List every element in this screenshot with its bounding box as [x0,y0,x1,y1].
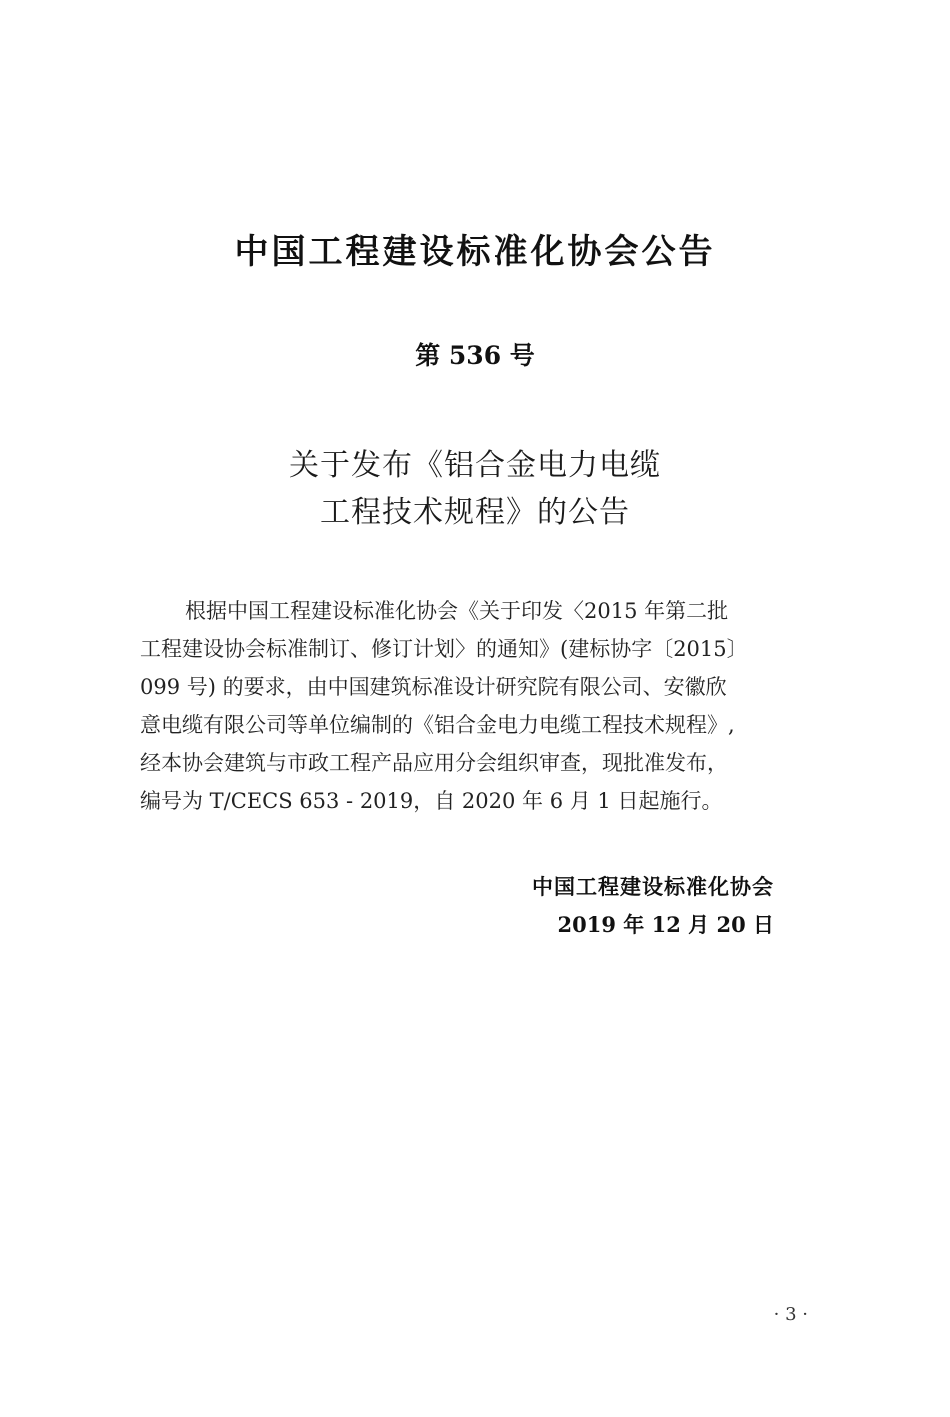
announcement-title: 中国工程建设标准化协会公告 [234,232,716,272]
signature-organization: 中国工程建设标准化协会 [532,875,774,899]
subject-line: 工程技术规程》的公告 [320,495,630,530]
signature-block [532,868,774,944]
body-line: 099 号) 的要求，由中国建筑标准设计研究院有限公司、安徽欣 [140,675,727,699]
body-line: 工程建设协会标准制订、修订计划〉的通知》(建标协字〔2015〕 [140,637,748,661]
announcement-number: 第 536 号 [415,341,535,370]
subject-line: 关于发布《铝合金电力电缆 [289,448,661,483]
body-line: 经本协会建筑与市政工程产品应用分会组织审查，现批准发布， [140,751,728,775]
signature-date: 2019 年 12 月 20 日 [557,912,774,937]
body-line: 根据中国工程建设标准化协会《关于印发〈2015 年第二批 [185,599,729,623]
announcement-subject [0,442,950,536]
page-number: · 3 · [773,1304,808,1325]
body-line: 意电缆有限公司等单位编制的《铝合金电力电缆工程技术规程》, [140,713,735,737]
body-line: 编号为 T/CECS 653 - 2019，自 2020 年 6 月 1 日起施行。 [140,789,723,813]
announcement-body [140,592,830,820]
